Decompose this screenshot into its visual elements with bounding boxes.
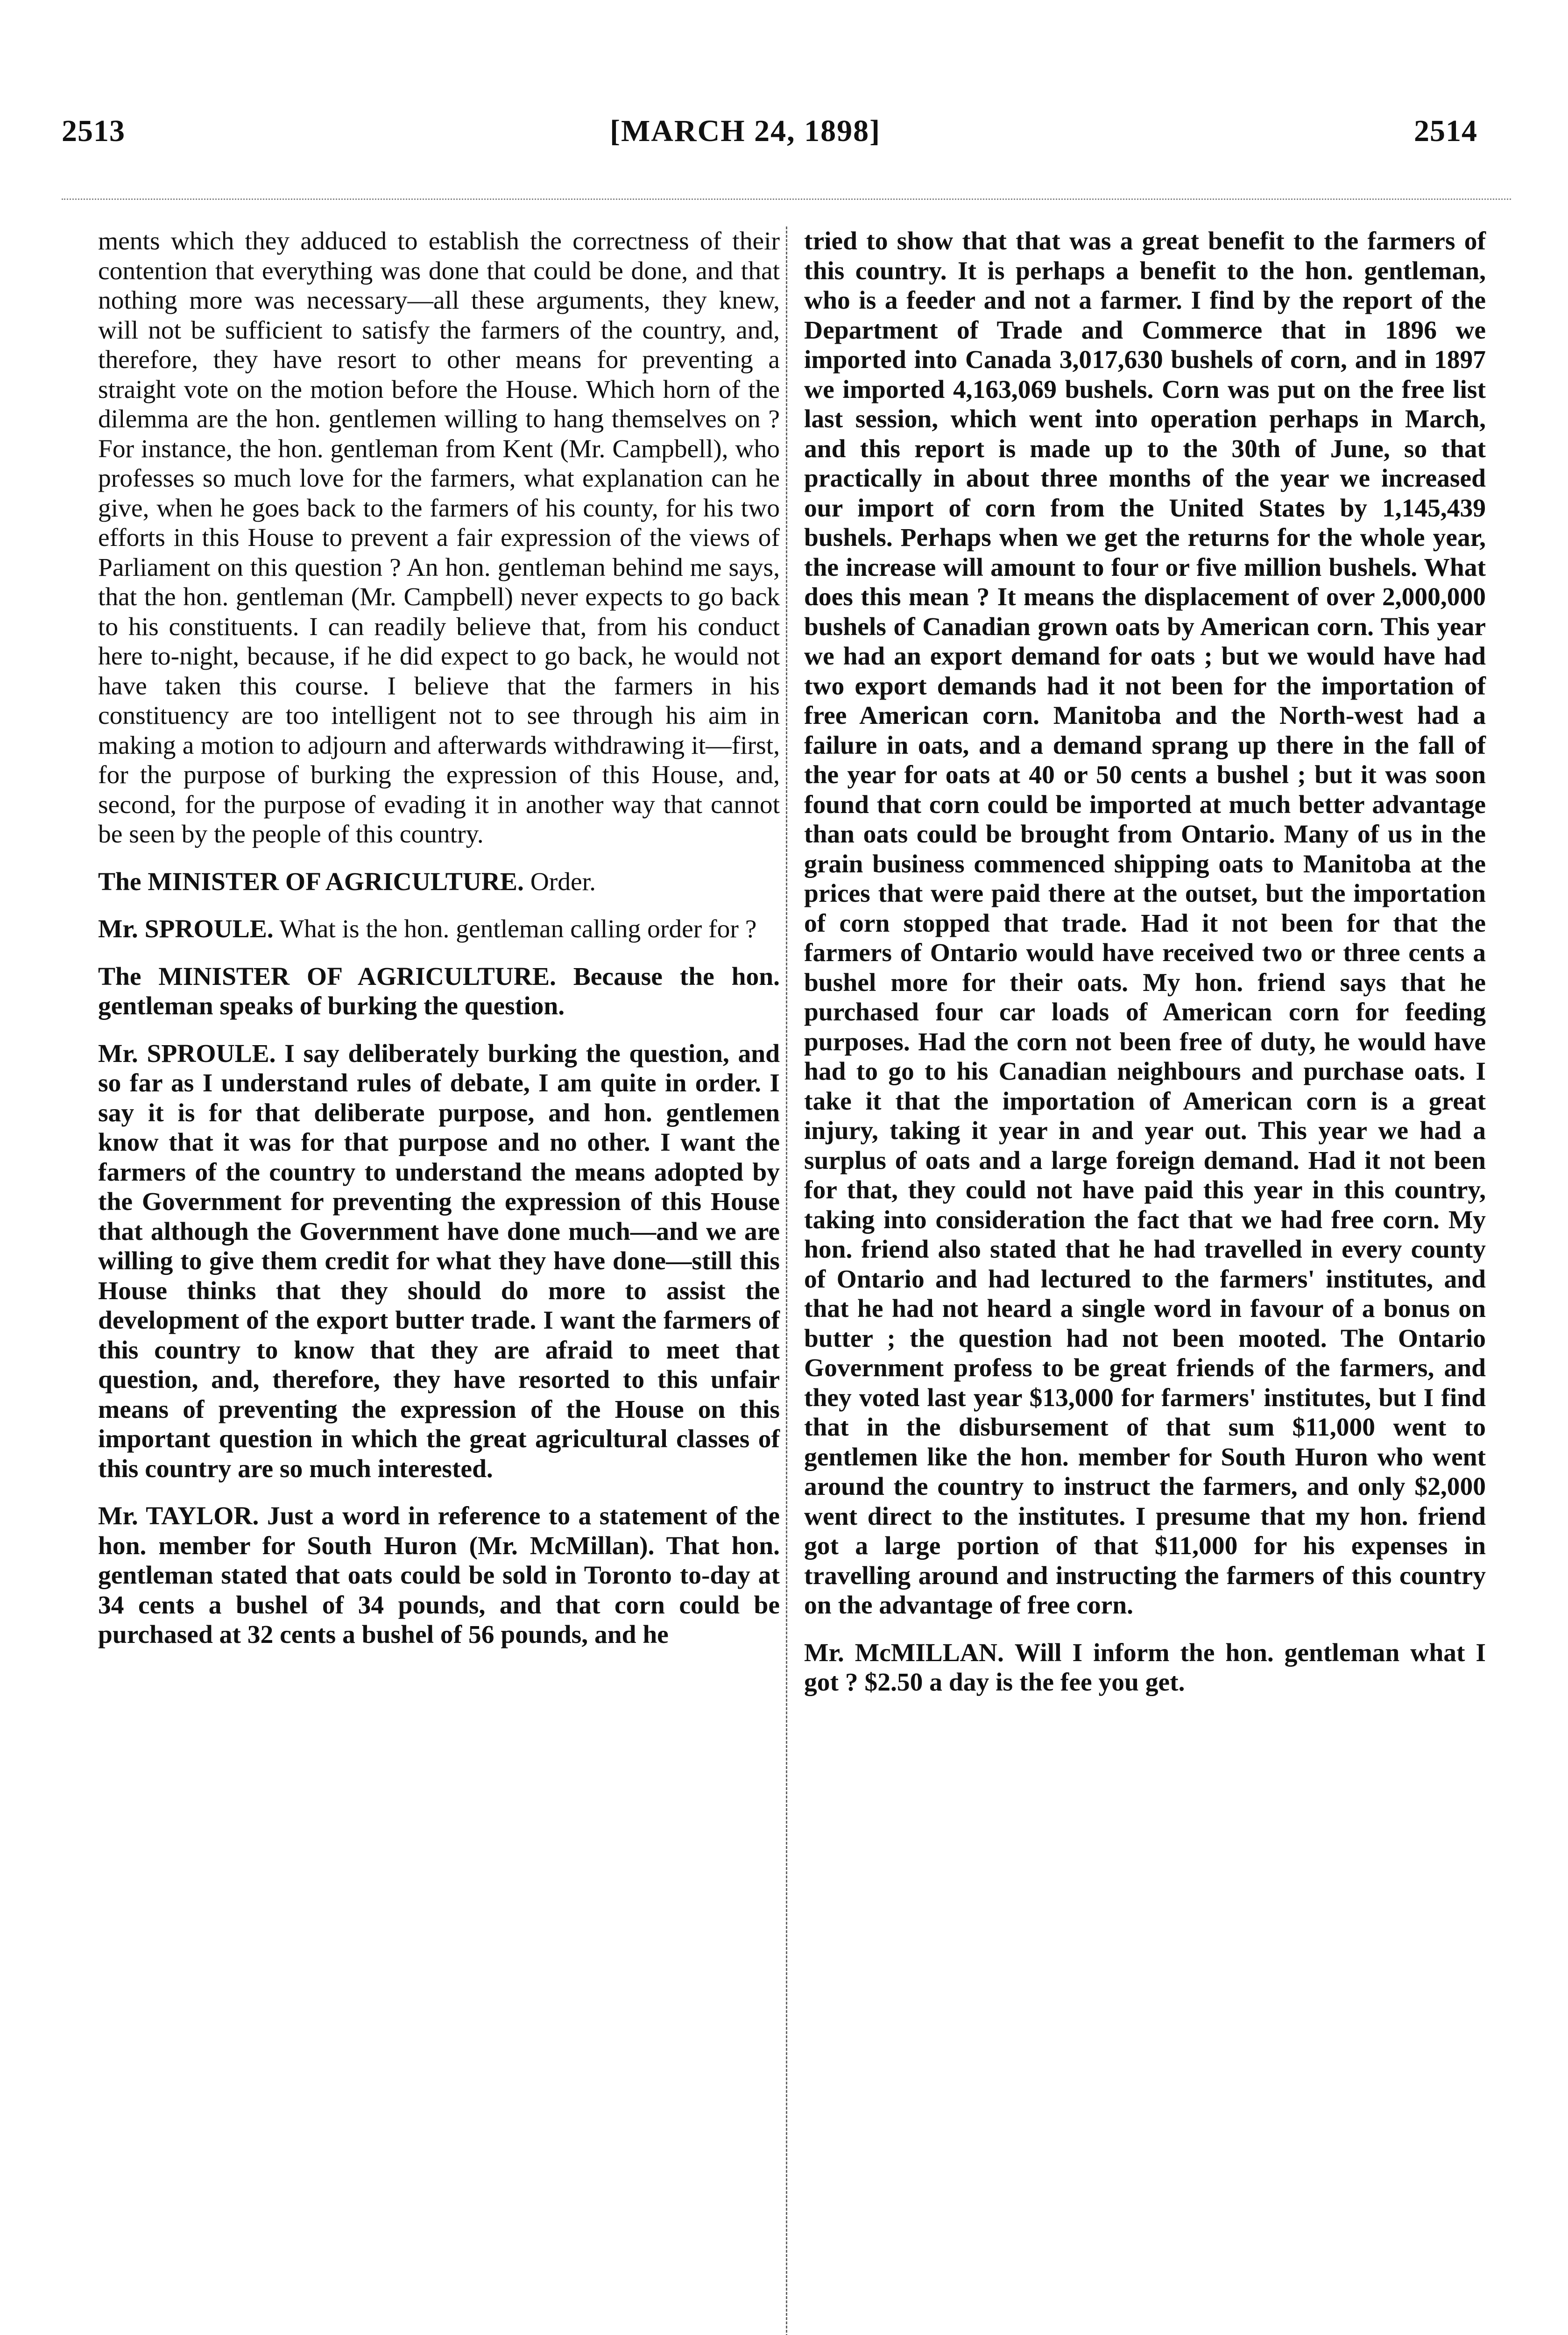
column-divider — [786, 226, 787, 2335]
header-rule — [62, 198, 1511, 200]
paragraph-text: Order. — [530, 867, 596, 896]
paragraph-text: Will I inform the hon. gentleman what I got ? $2.50 a day is the fee you get. — [804, 1638, 1486, 1697]
paragraph-text: What is the hon. gentleman calling order for ? — [279, 915, 757, 943]
speaker: Mr. SPROULE. — [98, 915, 274, 943]
paragraph-text: Just a word in reference to a statement of the hon. member for South Huron (Mr. McMillan). That hon. gentleman stated that oats could be sold in Toronto to-day at 34 cents a bushel of 34 pounds, and that corn could be purchased at 32 cents a bushel of 56 pounds, and he — [98, 1502, 780, 1649]
page-header — [0, 0, 1568, 168]
speaker: The MINISTER OF AGRICULTURE. — [98, 962, 556, 991]
speaker: Mr. SPROULE. — [98, 1039, 276, 1068]
speaker: The MINISTER OF AGRICULTURE. — [98, 867, 524, 896]
left-column — [98, 226, 780, 1668]
paragraph — [98, 226, 780, 849]
page-number-left: 2513 — [62, 114, 125, 148]
paragraph-text: I say deliberately burking the question, and so far as I understand rules of debate, I am quite in order. I say it is for that deliberate purpose, and hon. gentlemen know that it was for that purpose and no other. I want the farmers of the country to understand the means adopted by the Government for preventing the expression of this House that although the Government have done much—and we are willing to give them credit for what they have done—still this House thinks that they should do more to assist the development of the export butter trade. I want the farmers of this country to know that they are afraid to meet that question, and, therefore, they have resorted to this unfair means of preventing the expression of the House on this important question in which the great agricultural classes of this country are so much interested. — [98, 1039, 780, 1483]
speaker: Mr. TAYLOR. — [98, 1502, 259, 1530]
paragraph-text: Because the hon. gentleman speaks of burking the question. — [98, 962, 780, 1020]
paragraph-text: ments which they adduced to establish the correctness of their contention that everything was done that could be done, and that nothing more was necessary—all these arguments, they knew, will not be sufficient to satisfy the farmers of the country, and, therefore, they have resort to other means for preventing a straight vote on the motion before the House. Which horn of the dilemma are the hon. gentlemen willing to hang themselves on ? For instance, the hon. gentleman from Kent (Mr. Campbell), who professes so much love for the farmers, what explanation can he give, when he goes back to the farmers of his county, for his two efforts in this House to prevent a fair expression of the views of Parliament on this question ? An hon. gentleman behind me says, that the hon. gentleman (Mr. Campbell) never expects to go back to his constituents. I can readily believe that, from his conduct here to-night, because, if he did expect to go back, he would not have taken this course. I believe that the farmers in his constituency are too intelligent not to see through his aim in making a motion to adjourn and afterwards withdrawing it—first, for the purpose of burking the expression of this House, and, second, for the purpose of evading it in another way that cannot be seen by the people of this country. — [98, 227, 780, 849]
paragraph — [98, 962, 780, 1021]
page-date: [MARCH 24, 1898] — [610, 114, 881, 148]
paragraph — [98, 1501, 780, 1650]
right-column — [804, 226, 1486, 1715]
paragraph — [98, 914, 780, 944]
paragraph — [98, 867, 780, 897]
page-number-right: 2514 — [1414, 114, 1477, 148]
paragraph — [98, 1039, 780, 1484]
speaker: Mr. McMILLAN. — [804, 1638, 1004, 1667]
paragraph-text: tried to show that that was a great benefit to the farmers of this country. It is perhaps a benefit to the hon. gentleman, who is a feeder and not a farmer. I find by the report of the Department of Trade and Commerce that in 1896 we imported into Canada 3,017,630 bushels of corn, and in 1897 we imported 4,163,069 bushels. Corn was put on the free list last session, which went into operation perhaps in March, and this report is made up to the 30th of June, so that practically in about three months of the year we increased our import of corn from the United States by 1,145,439 bushels. Perhaps when we get the returns for the whole year, the increase will amount to four or five million bushels. What does this mean ? It means the displacement of over 2,000,000 bushels of Canadian grown oats by American corn. This year we had an export demand for oats ; but we would have had two export demands had it not been for the importation of free American corn. Manitoba and the North-west had a failure in oats, and a demand sprang up there in the fall of the year for oats at 40 or 50 cents a bushel ; but it was soon found that corn could be imported at much better advantage than oats could be brought from Ontario. Many of us in the grain business commenced shipping oats to Manitoba at the prices that were paid there at the outset, but the importation of corn stopped that trade. Had it not been for that the farmers of Ontario would have received two or three cents a bushel more for their oats. My hon. friend says that he purchased four car loads of American corn for feeding purposes. Had the corn not been free of duty, he would have had to go to his Canadian neighbours and purchase oats. I take it that the importation of American corn is a great injury, taking it year in and year out. This year we had a surplus of oats and a large foreign demand. Had it not been for that, they could not have paid this year in this country, taking into consideration the fact that we had free corn. My hon. friend also stated that he had travelled in every county of Ontario and had lectured to the farmers' institutes, and that he had not heard a single word in favour of a bonus on butter ; the question had not been mooted. The Ontario Government profess to be great friends of the farmers, and they voted last year $13,000 for farmers' institutes, but I find that in the disbursement of that sum $11,000 went to gentlemen like the hon. member for South Huron who went around the country to instruct the farmers, and only $2,000 went direct to the institutes. I presume that my hon. friend got a large portion of that $11,000 for his expenses in travelling around and instructing the farmers of this country on the advantage of free corn. — [804, 227, 1486, 1620]
paragraph — [804, 1638, 1486, 1698]
paragraph — [804, 226, 1486, 1620]
